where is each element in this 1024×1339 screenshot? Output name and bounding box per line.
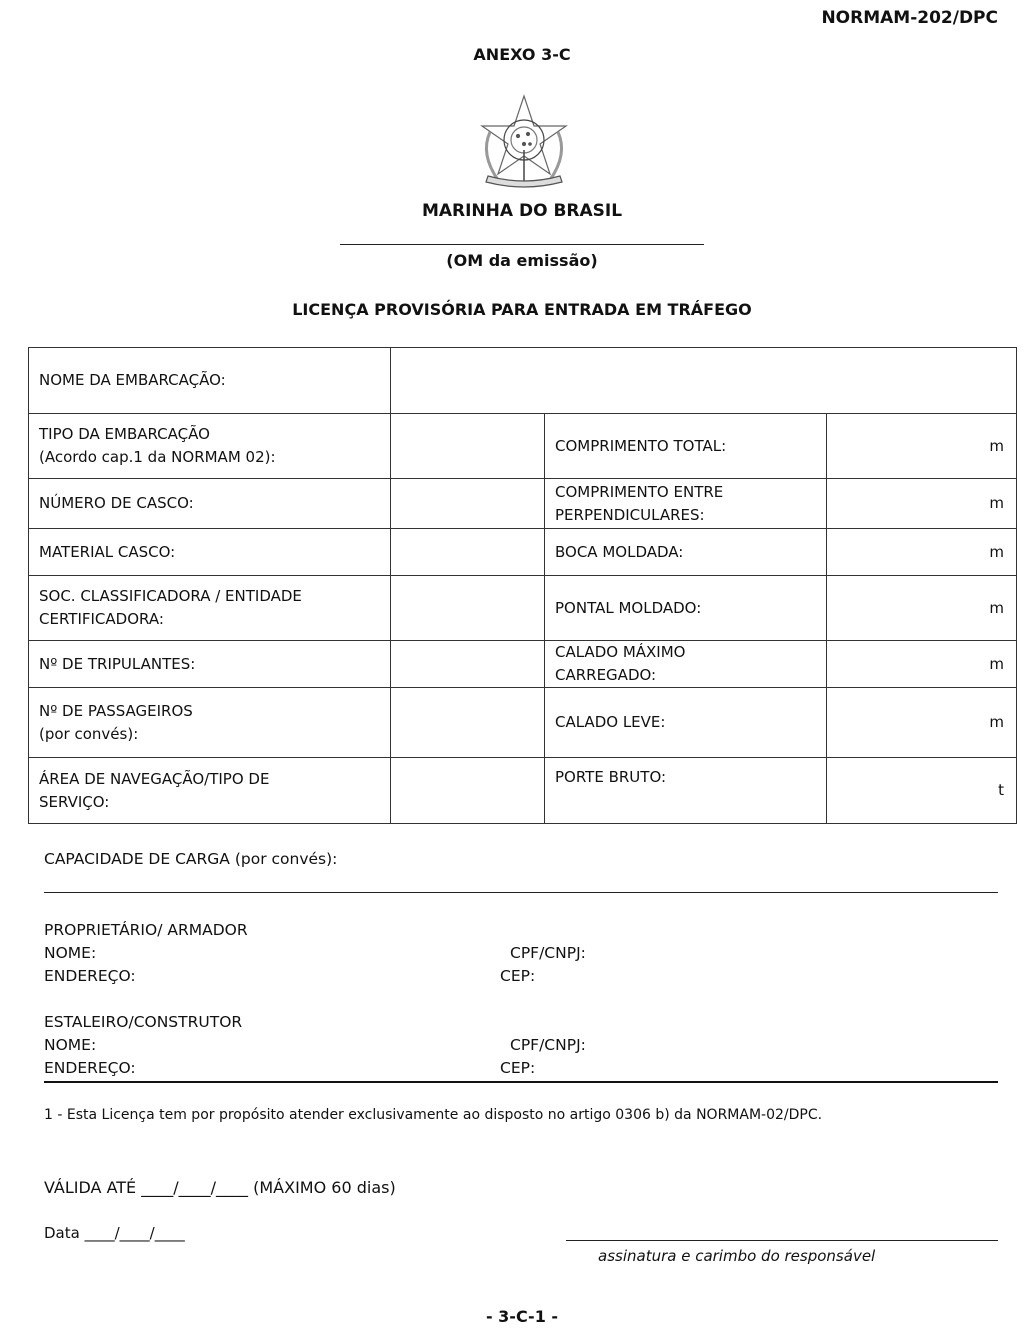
table-row — [29, 576, 1017, 641]
table-cell-label: COMPRIMENTO ENTRE PERPENDICULARES: — [545, 479, 827, 529]
owner-address-label: ENDEREÇO: — [44, 967, 136, 985]
om-signature-line — [340, 244, 704, 245]
builder-cep-label: CEP: — [500, 1059, 536, 1077]
table-row — [29, 348, 1017, 414]
table-cell-label: MATERIAL CASCO: — [29, 529, 391, 576]
document-title: LICENÇA PROVISÓRIA PARA ENTRADA EM TRÁFEGO — [292, 300, 752, 319]
table-cell-label: Nº DE PASSAGEIROS (por convés): — [29, 688, 391, 758]
signature-caption: assinatura e carimbo do responsável — [598, 1247, 876, 1265]
owner-name-label: NOME: — [44, 944, 97, 962]
table-row — [29, 479, 1017, 529]
table-row — [29, 688, 1017, 758]
table-cell-label: PORTE BRUTO: — [545, 758, 827, 824]
table-cell-value[interactable] — [391, 529, 545, 576]
page-number: - 3-C-1 - — [485, 1307, 559, 1326]
table-row — [29, 758, 1017, 824]
table-cell-label: TIPO DA EMBARCAÇÃO (Acordo cap.1 da NORMAM 02): — [29, 414, 391, 479]
table-cell-value[interactable] — [391, 758, 545, 824]
table-cell-label: COMPRIMENTO TOTAL: — [545, 414, 827, 479]
table-row — [29, 641, 1017, 688]
om-label: (OM da emissão) — [446, 251, 598, 270]
table-cell-unit[interactable]: m — [827, 641, 1017, 688]
owner-heading: PROPRIETÁRIO/ ARMADOR — [44, 921, 248, 939]
document-reference: NORMAM-202/DPC — [821, 8, 998, 28]
table-cell-value[interactable] — [391, 576, 545, 641]
table-cell-label: CALADO MÁXIMO CARREGADO: — [545, 641, 827, 688]
table-cell-unit[interactable]: m — [827, 414, 1017, 479]
builder-address-label: ENDEREÇO: — [44, 1059, 136, 1077]
coat-of-arms-icon — [472, 92, 576, 194]
table-cell-unit[interactable]: m — [827, 688, 1017, 758]
table-row — [29, 529, 1017, 576]
owner-cpf-label: CPF/CNPJ: — [510, 944, 586, 962]
vessel-name-label: NOME DA EMBARCAÇÃO: — [29, 348, 391, 414]
section-divider — [44, 1081, 998, 1083]
table-cell-unit[interactable]: m — [827, 529, 1017, 576]
table-cell-label: CALADO LEVE: — [545, 688, 827, 758]
vessel-name-field[interactable] — [391, 348, 1017, 414]
builder-cpf-label: CPF/CNPJ: — [510, 1036, 586, 1054]
legal-note: 1 - Esta Licença tem por propósito atender exclusivamente ao disposto no artigo 0306 b) da NORMAM-02/DPC. — [44, 1107, 823, 1123]
builder-name-label: NOME: — [44, 1036, 97, 1054]
validity-field[interactable]: VÁLIDA ATÉ ____/____/____ (MÁXIMO 60 dias) — [44, 1178, 396, 1197]
table-cell-label: Nº DE TRIPULANTES: — [29, 641, 391, 688]
table-cell-value[interactable] — [391, 414, 545, 479]
cargo-capacity-line[interactable] — [44, 892, 998, 893]
signature-line[interactable] — [566, 1240, 998, 1241]
table-cell-unit[interactable]: m — [827, 576, 1017, 641]
table-cell-value[interactable] — [391, 688, 545, 758]
table-cell-label: SOC. CLASSIFICADORA / ENTIDADE CERTIFICADORA: — [29, 576, 391, 641]
table-cell-label: NÚMERO DE CASCO: — [29, 479, 391, 529]
date-field[interactable]: Data ____/____/____ — [44, 1224, 185, 1242]
table-cell-unit[interactable]: m — [827, 479, 1017, 529]
annex-title: ANEXO 3-C — [473, 45, 571, 64]
table-cell-unit[interactable]: t — [827, 758, 1017, 824]
owner-cep-label: CEP: — [500, 967, 536, 985]
cargo-capacity-label: CAPACIDADE DE CARGA (por convés): — [44, 850, 338, 868]
organization-name: MARINHA DO BRASIL — [421, 201, 623, 221]
vessel-data-table — [28, 347, 1017, 824]
table-cell-label: BOCA MOLDADA: — [545, 529, 827, 576]
table-cell-value[interactable] — [391, 641, 545, 688]
table-cell-label: PONTAL MOLDADO: — [545, 576, 827, 641]
table-row — [29, 414, 1017, 479]
builder-heading: ESTALEIRO/CONSTRUTOR — [44, 1013, 243, 1031]
table-cell-value[interactable] — [391, 479, 545, 529]
table-cell-label: ÁREA DE NAVEGAÇÃO/TIPO DE SERVIÇO: — [29, 758, 391, 824]
